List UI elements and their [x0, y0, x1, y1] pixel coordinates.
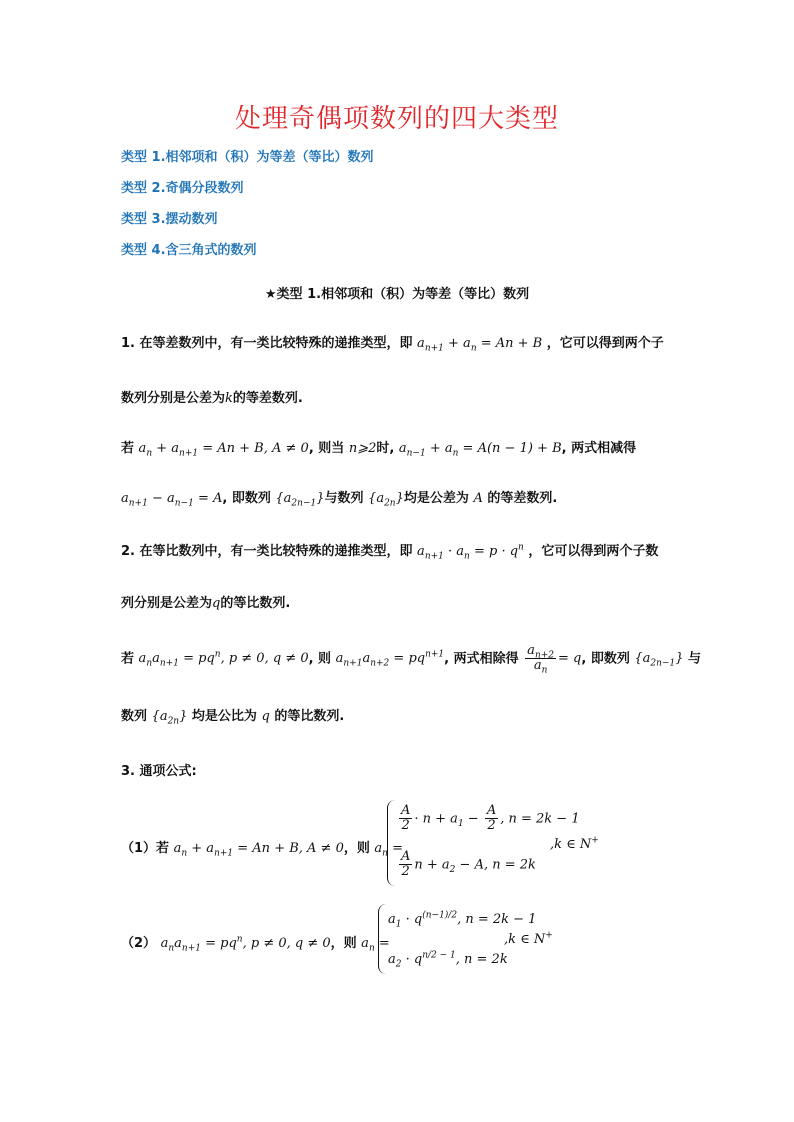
formula: $a_n + a_{n+1} = An + B$, A ≠ 0	[138, 441, 309, 459]
paragraph-1-line-1	[121, 332, 664, 354]
paragraph-4-line-2	[121, 592, 290, 611]
text: 的等差数列.	[487, 491, 558, 506]
var-q: q	[261, 709, 270, 724]
section-heading: ★类型 1.相邻项和（积）为等差（等比）数列	[264, 287, 530, 302]
text: ，则	[330, 936, 357, 951]
var-k: k	[225, 391, 233, 406]
page-title: 处理奇偶项数列的四大类型	[234, 104, 559, 134]
left-brace	[378, 904, 387, 974]
formula: $a_na_{n+1} = pq^n$, p ≠ 0, q ≠ 0	[138, 649, 309, 669]
text: , 则当	[308, 441, 345, 456]
var-q: q	[212, 596, 221, 611]
formula-recurrence-sum: $a_{n+1} + a_n = An + B$	[417, 336, 543, 354]
text: 若	[121, 441, 135, 456]
formula: $\{a_{2n}\}$	[368, 491, 404, 509]
case-1-row-1: $\frac{A}{2}$ · $n + a_1$ − $\frac{A}{2}$ , n = 2k − 1	[401, 803, 580, 834]
toc-item-4[interactable]: 类型 4.含三角式的数列	[121, 243, 257, 258]
formula: $a_{n-1} + a_n = A(n - 1) + B$	[398, 441, 562, 459]
text: 2. 在等比数列中，有一类比较特殊的递推类型，即	[121, 544, 413, 559]
general-formula-heading: 3. 通项公式:	[121, 764, 197, 779]
text: , 即数列	[581, 651, 630, 667]
formula: n⩾2	[348, 441, 377, 456]
formula: $a_{n+1}a_{n+2} = pq^{n+1}$	[335, 649, 445, 669]
formula: $\{a_{2n-1}\}$	[634, 651, 684, 669]
formula: $a_n$ =	[374, 841, 403, 859]
text: （1）若	[121, 841, 170, 856]
paragraph-4-line-1	[121, 540, 659, 562]
text: , 即数列	[222, 491, 271, 506]
formula: $a_n + a_{n+1} = An + B$, A ≠ 0	[173, 841, 344, 859]
text: 均是公差为	[403, 491, 469, 506]
text: 与	[688, 651, 702, 667]
paragraph-2	[121, 437, 637, 459]
text: 的等比数列.	[220, 596, 291, 611]
formula: $\{a_{2n-1}\}$	[275, 491, 325, 509]
text: 数列分别是公差为	[121, 391, 226, 406]
text: 若	[121, 651, 135, 667]
toc-item-1[interactable]: 类型 1.相邻项和（积）为等差（等比）数列	[121, 150, 374, 165]
text: ，它可以得到两个子	[546, 336, 664, 351]
text: （2）	[121, 936, 157, 951]
formula: $\{a_{2n}\}$	[151, 709, 188, 727]
paragraph-1-line-2	[121, 387, 303, 406]
formula-ratio: $\frac{a_{n+2}}{a_n}$ = q	[527, 643, 582, 676]
toc-item-2[interactable]: 类型 2.奇偶分段数列	[121, 181, 244, 196]
text: , 则	[308, 651, 332, 667]
text: 数列	[121, 709, 148, 724]
case-1-row-2: $\frac{A}{2}$ $n + a_2 - A$, n = 2k	[401, 849, 536, 880]
text: ，则	[343, 841, 370, 856]
text: , 两式相除得	[444, 651, 519, 667]
toc-item-3[interactable]: 类型 3.摆动数列	[121, 212, 218, 227]
text: 的等差数列.	[232, 391, 303, 406]
formula: $a_na_{n+1} = pq^n$, p ≠ 0, q ≠ 0	[160, 934, 331, 954]
text: 时,	[376, 441, 395, 456]
text: 与数列	[324, 491, 364, 506]
text: , 两式相减得	[561, 441, 637, 456]
text: 均是公比为	[191, 709, 257, 724]
text: 的等比数列.	[274, 709, 345, 724]
paragraph-5	[121, 644, 701, 674]
case-2-row-1: $a_1 \cdot q^{(n-1)/2}$, n = 2k − 1	[388, 910, 537, 930]
formula: $a_{n+1} - a_{n-1} = A$	[121, 491, 223, 509]
left-brace	[387, 800, 396, 886]
case-1-label	[121, 837, 403, 859]
text: 列分别是公差为	[121, 596, 213, 611]
formula-recurrence-product: $a_{n+1} \cdot a_n = p \cdot q^n$	[417, 542, 524, 562]
text: ，它可以得到两个子数	[528, 544, 659, 559]
text: 1. 在等差数列中，有一类比较特殊的递推类型，即	[121, 336, 413, 351]
paragraph-3	[121, 487, 558, 509]
case-2-domain: ,k ∈ N+	[504, 930, 553, 947]
paragraph-6	[121, 705, 345, 727]
case-1-domain: ,k ∈ N+	[550, 835, 599, 852]
var-A: A	[473, 491, 483, 506]
case-2-label	[121, 932, 390, 954]
case-2-row-2: $a_2 \cdot q^{n/2 - 1}$, n = 2k	[388, 950, 508, 970]
formula: $a_n$ =	[361, 936, 390, 954]
